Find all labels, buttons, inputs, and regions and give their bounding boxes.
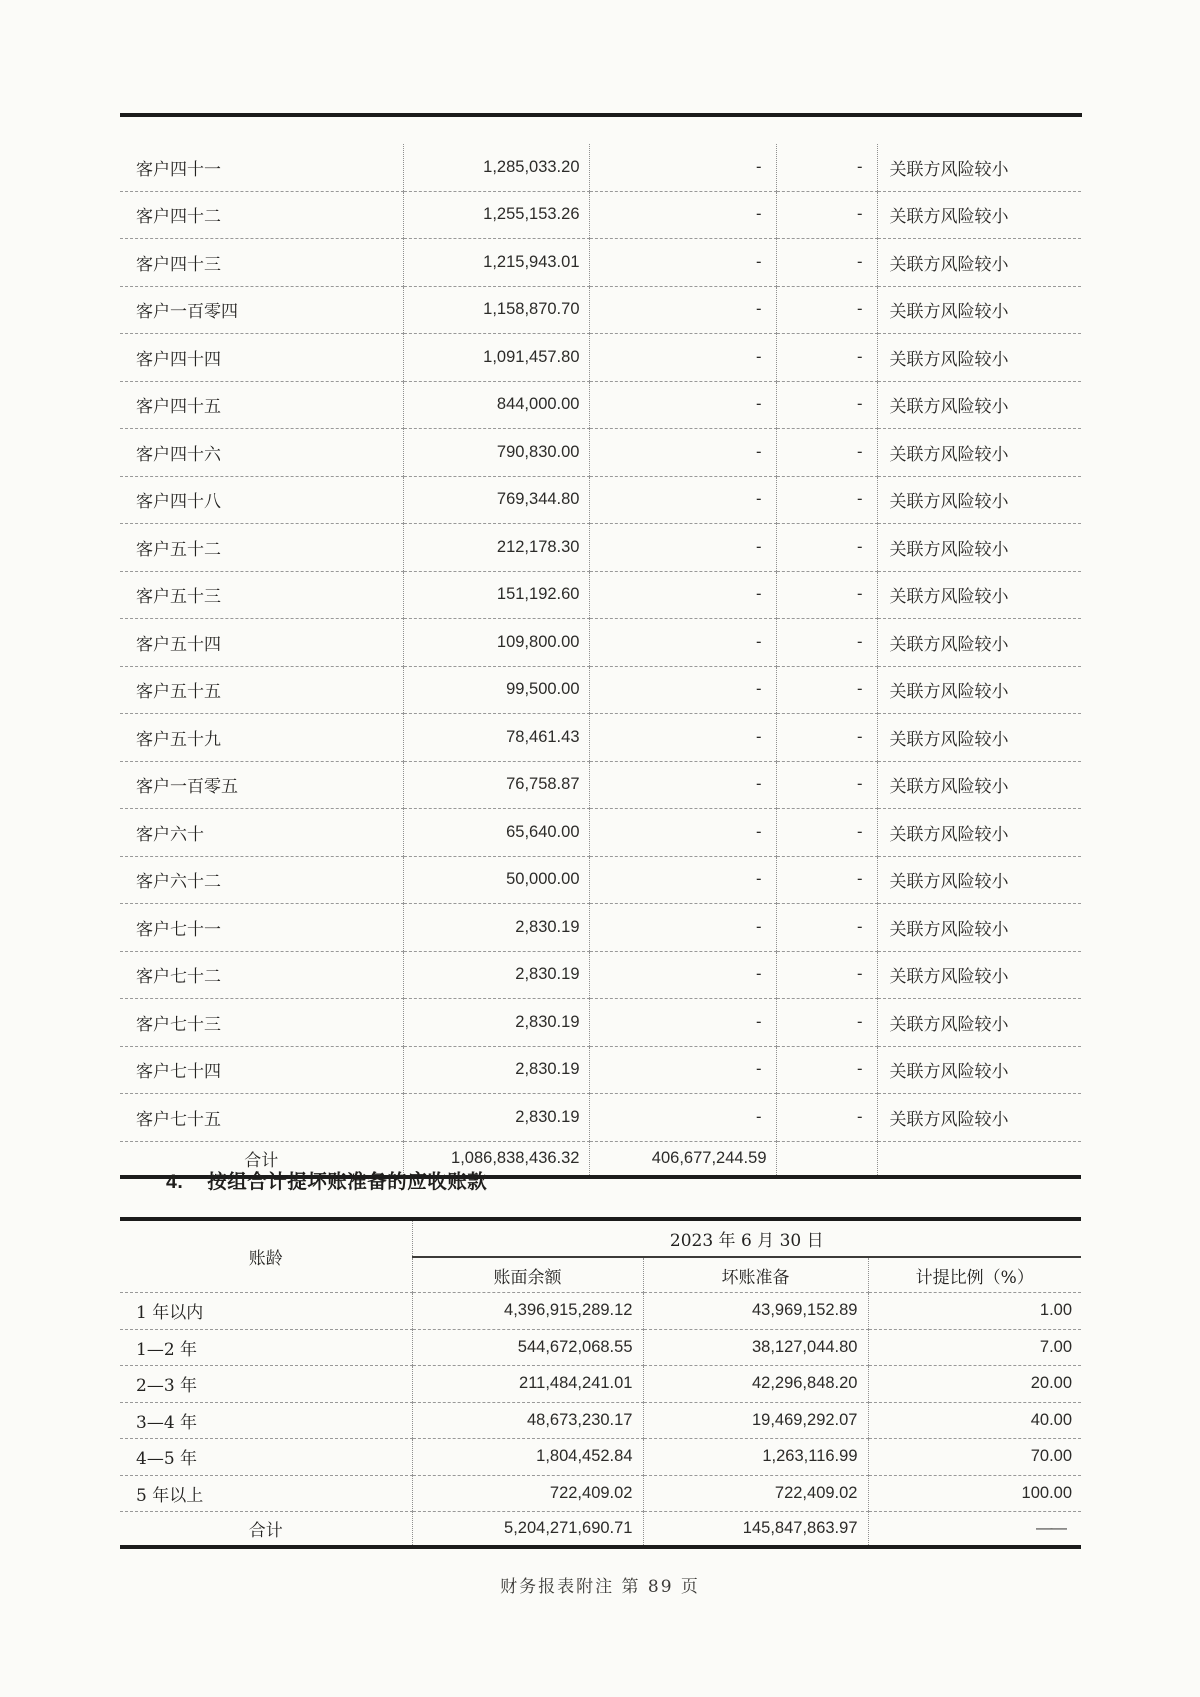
aging-book-balance-cell: 4,396,915,289.12 — [412, 1293, 643, 1330]
book-balance-cell: 2,830.19 — [403, 1094, 589, 1142]
aging-row — [120, 1475, 1081, 1512]
aging-ratio-cell: 1.00 — [868, 1293, 1081, 1330]
customer-name-cell: 客户五十五 — [120, 666, 403, 714]
bad-debt-provision-cell: - — [589, 571, 776, 619]
customer-name-cell: 客户一百零四 — [120, 286, 403, 334]
book-balance-cell: 2,830.19 — [403, 999, 589, 1047]
aging-label-cell: 4—5 年 — [120, 1439, 412, 1476]
customer-name-cell: 客户七十一 — [120, 904, 403, 952]
aging-bad-debt-provision-cell: 19,469,292.07 — [643, 1402, 868, 1439]
provision-ratio-cell: - — [776, 666, 877, 714]
aging-bad-debt-provision-cell: 43,969,152.89 — [643, 1293, 868, 1330]
customer-name-cell: 客户六十二 — [120, 856, 403, 904]
aging-bad-debt-provision-cell: 722,409.02 — [643, 1475, 868, 1512]
aging-row — [120, 1329, 1081, 1366]
provision-ratio-cell: - — [776, 571, 877, 619]
risk-note-cell: 关联方风险较小 — [877, 524, 1081, 572]
aging-provision-table — [120, 1217, 1081, 1549]
aging-row — [120, 1439, 1081, 1476]
provision-ratio-cell: - — [776, 334, 877, 382]
bad-debt-provision-cell: - — [589, 1046, 776, 1094]
aging-rows — [120, 1293, 1081, 1512]
risk-note-cell: 关联方风险较小 — [877, 476, 1081, 524]
bad-debt-provision-cell: - — [589, 619, 776, 667]
customer-name-cell: 客户四十五 — [120, 381, 403, 429]
provision-ratio-cell: - — [776, 1094, 877, 1142]
aging-book-balance-cell: 722,409.02 — [412, 1475, 643, 1512]
customer-row — [120, 571, 1081, 619]
aging-row — [120, 1293, 1081, 1330]
customer-row — [120, 809, 1081, 857]
bad-debt-provision-cell: - — [589, 239, 776, 287]
aging-row — [120, 1402, 1081, 1439]
aging-total-label-cell: 合计 — [120, 1512, 412, 1548]
customer-name-cell: 客户四十一 — [136, 159, 221, 180]
bad-debt-provision-cell: - — [589, 951, 776, 999]
aging-ratio-cell: 40.00 — [868, 1402, 1081, 1439]
aging-book-balance-cell: 48,673,230.17 — [412, 1402, 643, 1439]
customer-name-cell: 客户五十四 — [120, 619, 403, 667]
provision-ratio-cell: - — [776, 286, 877, 334]
risk-note-cell: 关联方风险较小 — [877, 714, 1081, 762]
risk-note-cell: 关联方风险较小 — [877, 1094, 1081, 1142]
customer-row — [120, 619, 1081, 667]
provision-ratio-cell: - — [776, 761, 877, 809]
book-balance-cell: 2,830.19 — [403, 951, 589, 999]
bad-debt-provision-cell: - — [589, 904, 776, 952]
book-balance-cell: 65,640.00 — [403, 809, 589, 857]
aging-label-cell: 1—2 年 — [120, 1329, 412, 1366]
book-balance-cell: 790,830.00 — [403, 429, 589, 477]
customer-row — [120, 951, 1081, 999]
aging-label-cell: 1 年以内 — [136, 1303, 204, 1324]
bad-debt-provision-cell: - — [589, 666, 776, 714]
bad-debt-provision-cell: - — [589, 191, 776, 239]
customer-row — [120, 856, 1081, 904]
customer-name-cell: 客户五十三 — [120, 571, 403, 619]
book-balance-cell: 1,285,033.20 — [403, 144, 589, 191]
bad-debt-provision-cell: - — [589, 761, 776, 809]
customer-row — [120, 1094, 1081, 1142]
aging-book-balance-cell: 211,484,241.01 — [412, 1366, 643, 1403]
customer-name-cell: 客户四十三 — [120, 239, 403, 287]
total-book-balance-cell: 1,086,838,436.32 — [403, 1141, 589, 1177]
total-ratio-cell — [776, 1141, 877, 1177]
aging-label-cell: 3—4 年 — [120, 1402, 412, 1439]
provision-ratio-cell: - — [776, 714, 877, 762]
customer-name-cell: 客户七十三 — [120, 999, 403, 1047]
page-footer — [0, 1572, 1200, 1597]
bad-debt-provision-cell: - — [589, 381, 776, 429]
risk-note-cell: 关联方风险较小 — [877, 571, 1081, 619]
aging-total-row — [120, 1512, 1081, 1548]
customer-name-cell: 客户一百零五 — [120, 761, 403, 809]
bad-debt-provision-cell: - — [589, 144, 776, 191]
customer-row — [120, 999, 1081, 1047]
customer-rows — [120, 144, 1081, 1141]
provision-ratio-cell: - — [776, 191, 877, 239]
provision-ratio-cell: - — [776, 1046, 877, 1094]
risk-note-cell: 关联方风险较小 — [877, 381, 1081, 429]
customer-row — [120, 476, 1081, 524]
book-balance-cell: 76,758.87 — [403, 761, 589, 809]
aging-bad-debt-provision-cell: 1,263,116.99 — [643, 1439, 868, 1476]
book-balance-cell: 212,178.30 — [403, 524, 589, 572]
bad-debt-provision-cell: - — [589, 1094, 776, 1142]
provision-ratio-cell: - — [776, 524, 877, 572]
customer-row — [120, 191, 1081, 239]
book-balance-cell: 109,800.00 — [403, 619, 589, 667]
customer-row — [120, 381, 1081, 429]
aging-label-cell: 5 年以上 — [120, 1475, 412, 1512]
risk-note-cell: 关联方风险较小 — [877, 951, 1081, 999]
aging-total-ratio-cell: —— — [868, 1512, 1081, 1548]
bad-debt-provision-cell: - — [589, 714, 776, 762]
bad-debt-provision-cell: - — [589, 809, 776, 857]
page-top-rule — [120, 113, 1082, 117]
bad-debt-provision-cell: - — [589, 334, 776, 382]
provision-ratio-cell: - — [776, 951, 877, 999]
book-balance-cell: 78,461.43 — [403, 714, 589, 762]
book-balance-cell: 769,344.80 — [403, 476, 589, 524]
customer-name-cell: 客户五十九 — [120, 714, 403, 762]
book-balance-cell: 1,158,870.70 — [403, 286, 589, 334]
provision-ratio-cell: - — [776, 144, 877, 191]
customer-row — [120, 334, 1081, 382]
book-balance-cell: 2,830.19 — [403, 1046, 589, 1094]
aging-bad-debt-provision-cell: 38,127,044.80 — [643, 1329, 868, 1366]
provision-ratio-cell: - — [776, 904, 877, 952]
risk-note-cell: 关联方风险较小 — [877, 999, 1081, 1047]
book-balance-cell: 151,192.60 — [403, 571, 589, 619]
book-balance-cell: 1,215,943.01 — [403, 239, 589, 287]
customer-row — [120, 761, 1081, 809]
aging-ratio-cell: 7.00 — [868, 1329, 1081, 1366]
section-number: 4. — [166, 1171, 184, 1193]
provision-ratio-cell: - — [776, 239, 877, 287]
aging-ratio-cell: 100.00 — [868, 1475, 1081, 1512]
risk-note-cell: 关联方风险较小 — [877, 1046, 1081, 1094]
aging-bad-debt-provision-cell: 42,296,848.20 — [643, 1366, 868, 1403]
customer-row — [120, 714, 1081, 762]
book-balance-cell: 1,091,457.80 — [403, 334, 589, 382]
risk-note-cell: 关联方风险较小 — [877, 856, 1081, 904]
bad-debt-provision-cell: - — [589, 429, 776, 477]
bad-debt-provision-cell: - — [589, 999, 776, 1047]
customer-name-cell: 客户六十 — [120, 809, 403, 857]
provision-ratio-cell: - — [776, 809, 877, 857]
customer-row — [120, 904, 1081, 952]
provision-ratio-cell: - — [776, 856, 877, 904]
aging-ratio-cell: 70.00 — [868, 1439, 1081, 1476]
customer-name-cell: 客户七十四 — [120, 1046, 403, 1094]
customer-row — [120, 666, 1081, 714]
provision-ratio-cell: - — [776, 381, 877, 429]
risk-note-cell: 关联方风险较小 — [877, 191, 1081, 239]
book-balance-cell: 99,500.00 — [403, 666, 589, 714]
risk-note-cell: 关联方风险较小 — [877, 904, 1081, 952]
customer-name-cell: 客户七十二 — [120, 951, 403, 999]
aging-total-provision-cell: 145,847,863.97 — [643, 1512, 868, 1548]
aging-book-balance-cell: 1,804,452.84 — [412, 1439, 643, 1476]
customer-name-cell: 客户四十八 — [120, 476, 403, 524]
related-party-customers-table — [120, 144, 1081, 1179]
customer-name-cell: 客户四十二 — [120, 191, 403, 239]
bad-debt-provision-cell: - — [589, 524, 776, 572]
book-balance-cell: 844,000.00 — [403, 381, 589, 429]
aging-header-row-1 — [120, 1219, 1081, 1257]
bad-debt-provision-cell: - — [589, 286, 776, 334]
provision-ratio-cell: - — [776, 429, 877, 477]
customer-row — [120, 239, 1081, 287]
provision-ratio-header-cell: 计提比例（%） — [868, 1257, 1081, 1293]
bad-debt-provision-cell: - — [589, 856, 776, 904]
risk-note-cell: 关联方风险较小 — [877, 809, 1081, 857]
customer-row — [120, 429, 1081, 477]
book-balance-cell: 50,000.00 — [403, 856, 589, 904]
provision-ratio-cell: - — [776, 999, 877, 1047]
aging-book-balance-cell: 544,672,068.55 — [412, 1329, 643, 1366]
risk-note-cell: 关联方风险较小 — [877, 666, 1081, 714]
risk-note-cell: 关联方风险较小 — [877, 334, 1081, 382]
total-bad-debt-provision-cell: 406,677,244.59 — [589, 1141, 776, 1177]
footer-text: 财务报表附注 第 89 页 — [500, 1577, 700, 1597]
book-balance-header-cell: 账面余额 — [412, 1257, 643, 1293]
risk-note-cell: 关联方风险较小 — [877, 144, 1081, 191]
aging-total-book-balance-cell: 5,204,271,690.71 — [412, 1512, 643, 1548]
aging-ratio-cell: 20.00 — [868, 1366, 1081, 1403]
risk-note-cell: 关联方风险较小 — [877, 429, 1081, 477]
provision-ratio-cell: - — [776, 476, 877, 524]
total-label-cell: 合计 — [120, 1141, 403, 1177]
risk-note-cell: 关联方风险较小 — [877, 761, 1081, 809]
risk-note-cell: 关联方风险较小 — [877, 286, 1081, 334]
date-header-cell: 2023 年 6 月 30 日 — [412, 1219, 1081, 1257]
risk-note-cell: 关联方风险较小 — [877, 239, 1081, 287]
total-note-cell — [877, 1141, 1081, 1177]
book-balance-cell: 1,255,153.26 — [403, 191, 589, 239]
customer-row — [120, 286, 1081, 334]
section-title: 按组合计提坏账准备的应收账款 — [207, 1171, 488, 1193]
risk-note-cell: 关联方风险较小 — [877, 619, 1081, 667]
aging-row — [120, 1366, 1081, 1403]
customer-name-cell: 客户七十五 — [120, 1094, 403, 1142]
section-4-heading — [166, 1166, 487, 1194]
book-balance-cell: 2,830.19 — [403, 904, 589, 952]
aging-label-cell: 2—3 年 — [120, 1366, 412, 1403]
bad-debt-provision-cell: - — [589, 476, 776, 524]
bad-debt-provision-header-cell: 坏账准备 — [643, 1257, 868, 1293]
customer-row — [120, 524, 1081, 572]
aging-header-cell: 账龄 — [120, 1219, 412, 1293]
customer-name-cell: 客户四十四 — [120, 334, 403, 382]
customer-name-cell: 客户五十二 — [120, 524, 403, 572]
customer-row — [120, 1046, 1081, 1094]
customer-row — [120, 144, 1081, 191]
provision-ratio-cell: - — [776, 619, 877, 667]
customer-name-cell: 客户四十六 — [120, 429, 403, 477]
